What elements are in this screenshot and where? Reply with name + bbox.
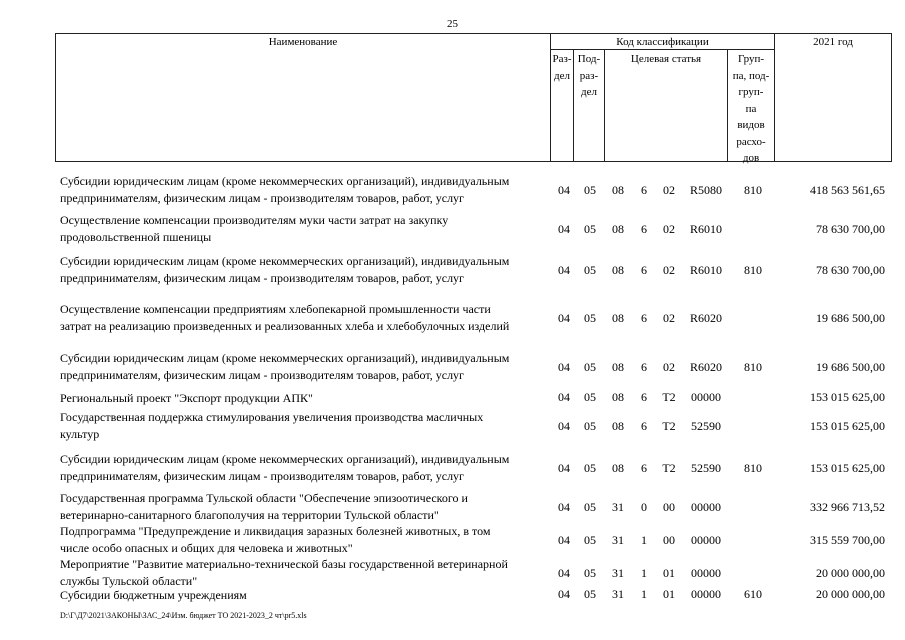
cell-target-2: 6 [641,311,647,325]
cell-podrazdel: 05 [584,360,596,374]
cell-target-2: 1 [641,566,647,580]
table-row [0,409,905,443]
header-cell-name [55,33,551,162]
cell-target-1: 08 [612,222,624,236]
table-row [0,556,905,590]
cell-target-1: 08 [612,311,624,325]
cell-podrazdel: 05 [584,390,596,404]
cell-target-1: 08 [612,360,624,374]
cell-group: 610 [744,587,762,601]
cell-podrazdel: 05 [584,461,596,475]
cell-podrazdel: 05 [584,311,596,325]
cell-razdel: 04 [558,390,570,404]
cell-razdel: 04 [558,419,570,433]
cell-target-4: 00000 [691,533,721,547]
cell-razdel: 04 [558,222,570,236]
table-row [0,301,905,335]
table-row [0,523,905,557]
header-group: Груп- па, под- груп- па видов расхо- дов [732,53,770,164]
table-row [0,390,905,406]
cell-target-2: 6 [641,390,647,404]
cell-target-3: 00 [663,500,675,514]
file-path-footer: D:\Г\Д7\2021\ЗАКОНЫ\ЗАС_24\Изм. бюджет ТО 2021-2023_2 чт\pr5.xls [60,611,307,620]
cell-podrazdel: 05 [584,183,596,197]
cell-target-3: 00 [663,533,675,547]
cell-razdel: 04 [558,263,570,277]
row-name: Региональный проект "Экспорт продукции АПК" [60,391,313,405]
cell-amount: 19 686 500,00 [816,311,885,325]
cell-podrazdel: 05 [584,533,596,547]
header-podrazdel: Под- раз- дел [577,53,601,98]
cell-target-2: 6 [641,419,647,433]
table-row [0,490,905,524]
cell-target-2: 6 [641,360,647,374]
cell-amount: 153 015 625,00 [810,390,885,404]
table-header [55,33,892,162]
cell-razdel: 04 [558,183,570,197]
cell-razdel: 04 [558,360,570,374]
cell-target-2: 6 [641,222,647,236]
cell-razdel: 04 [558,566,570,580]
row-name: Субсидии бюджетным учреждениям [60,588,247,602]
cell-target-1: 31 [612,500,624,514]
cell-amount: 78 630 700,00 [816,222,885,236]
cell-amount: 19 686 500,00 [816,360,885,374]
cell-podrazdel: 05 [584,587,596,601]
cell-target-3: 02 [663,183,675,197]
table-row [0,587,905,603]
row-name: Подпрограмма "Предупреждение и ликвидация заразных болезней животных, в том числе особо опасных и общих для человека и животных" [60,524,491,555]
cell-target-3: 02 [663,222,675,236]
cell-target-3: 02 [663,263,675,277]
cell-target-3: 02 [663,311,675,325]
cell-target-4: 52590 [691,461,721,475]
header-year: 2021 год [813,36,853,48]
cell-razdel: 04 [558,533,570,547]
cell-target-1: 31 [612,587,624,601]
cell-target-4: R6020 [689,360,722,374]
cell-target-1: 08 [612,419,624,433]
cell-target-1: 08 [612,390,624,404]
cell-group: 810 [744,263,762,277]
cell-podrazdel: 05 [584,566,596,580]
cell-target-2: 6 [641,263,647,277]
header-name: Наименование [268,36,338,48]
row-name: Субсидии юридическим лицам (кроме некоммерческих организаций), индивидуальным предпринимателям, физическим лицам - производителям товаров, работ, услуг [60,452,510,483]
header-cell-year [774,33,892,162]
cell-target-4: 00000 [691,566,721,580]
cell-target-4: R6020 [689,311,722,325]
cell-target-4: R5080 [689,183,722,197]
cell-target-1: 31 [612,533,624,547]
row-name: Осуществление компенсации предприятиям хлебопекарной промышленности части затрат на реализацию произведенных и реализованных хлеба и хлебобулочных изделий [60,302,510,333]
header-code-group: Код классификации [616,36,709,48]
cell-target-2: 0 [641,500,647,514]
cell-target-3: T2 [662,390,676,404]
cell-target-4: 52590 [691,419,721,433]
cell-target-2: 6 [641,183,647,197]
cell-podrazdel: 05 [584,419,596,433]
cell-target-4: R6010 [689,263,722,277]
row-name: Субсидии юридическим лицам (кроме некоммерческих организаций), индивидуальным предпринимателям, физическим лицам - производителям товаров, работ, услуг [60,254,510,285]
row-name: Субсидии юридическим лицам (кроме некоммерческих организаций), индивидуальным предпринимателям, физическим лицам - производителям товаров, работ, услуг [60,174,510,205]
cell-target-1: 31 [612,566,624,580]
row-name: Государственная поддержка стимулирования увеличения производства масличных культур [60,410,484,441]
cell-podrazdel: 05 [584,263,596,277]
cell-podrazdel: 05 [584,500,596,514]
cell-target-4: 00000 [691,587,721,601]
cell-target-2: 1 [641,587,647,601]
cell-target-2: 1 [641,533,647,547]
cell-group: 810 [744,360,762,374]
cell-group: 810 [744,183,762,197]
cell-razdel: 04 [558,500,570,514]
table-row [0,212,905,246]
cell-amount: 20 000 000,00 [816,587,885,601]
cell-target-4: R6010 [689,222,722,236]
cell-target-4: 00000 [691,390,721,404]
cell-amount: 153 015 625,00 [810,461,885,475]
cell-amount: 332 966 713,52 [810,500,885,514]
row-name: Государственная программа Тульской области "Обеспечение эпизоотического и ветеринарно-санитарного благополучия на территории Тульской области" [60,491,468,522]
cell-target-3: 01 [663,566,675,580]
table-row [0,253,905,287]
cell-target-1: 08 [612,461,624,475]
cell-razdel: 04 [558,461,570,475]
table-row [0,173,905,207]
cell-amount: 78 630 700,00 [816,263,885,277]
cell-target-1: 08 [612,263,624,277]
header-target: Целевая статья [630,53,702,65]
cell-group: 810 [744,461,762,475]
cell-amount: 20 000 000,00 [816,566,885,580]
cell-target-3: 02 [663,360,675,374]
header-razdel: Раз- дел [552,53,572,82]
table-row [0,350,905,384]
cell-target-1: 08 [612,183,624,197]
row-name: Субсидии юридическим лицам (кроме некоммерческих организаций), индивидуальным предпринимателям, физическим лицам - производителям товаров, работ, услуг [60,351,510,382]
cell-target-3: T2 [662,461,676,475]
cell-razdel: 04 [558,587,570,601]
cell-amount: 315 559 700,00 [810,533,885,547]
cell-target-3: T2 [662,419,676,433]
cell-amount: 418 563 561,65 [810,183,885,197]
row-name: Мероприятие "Развитие материально-технической базы государственной ветеринарной службы Тульской области" [60,557,508,588]
cell-amount: 153 015 625,00 [810,419,885,433]
cell-target-2: 6 [641,461,647,475]
cell-razdel: 04 [558,311,570,325]
row-name: Осуществление компенсации производителям муки части затрат на закупку продовольственной пшеницы [60,213,449,244]
cell-target-4: 00000 [691,500,721,514]
cell-podrazdel: 05 [584,222,596,236]
page-number: 25 [447,18,458,30]
table-row [0,451,905,485]
cell-target-3: 01 [663,587,675,601]
